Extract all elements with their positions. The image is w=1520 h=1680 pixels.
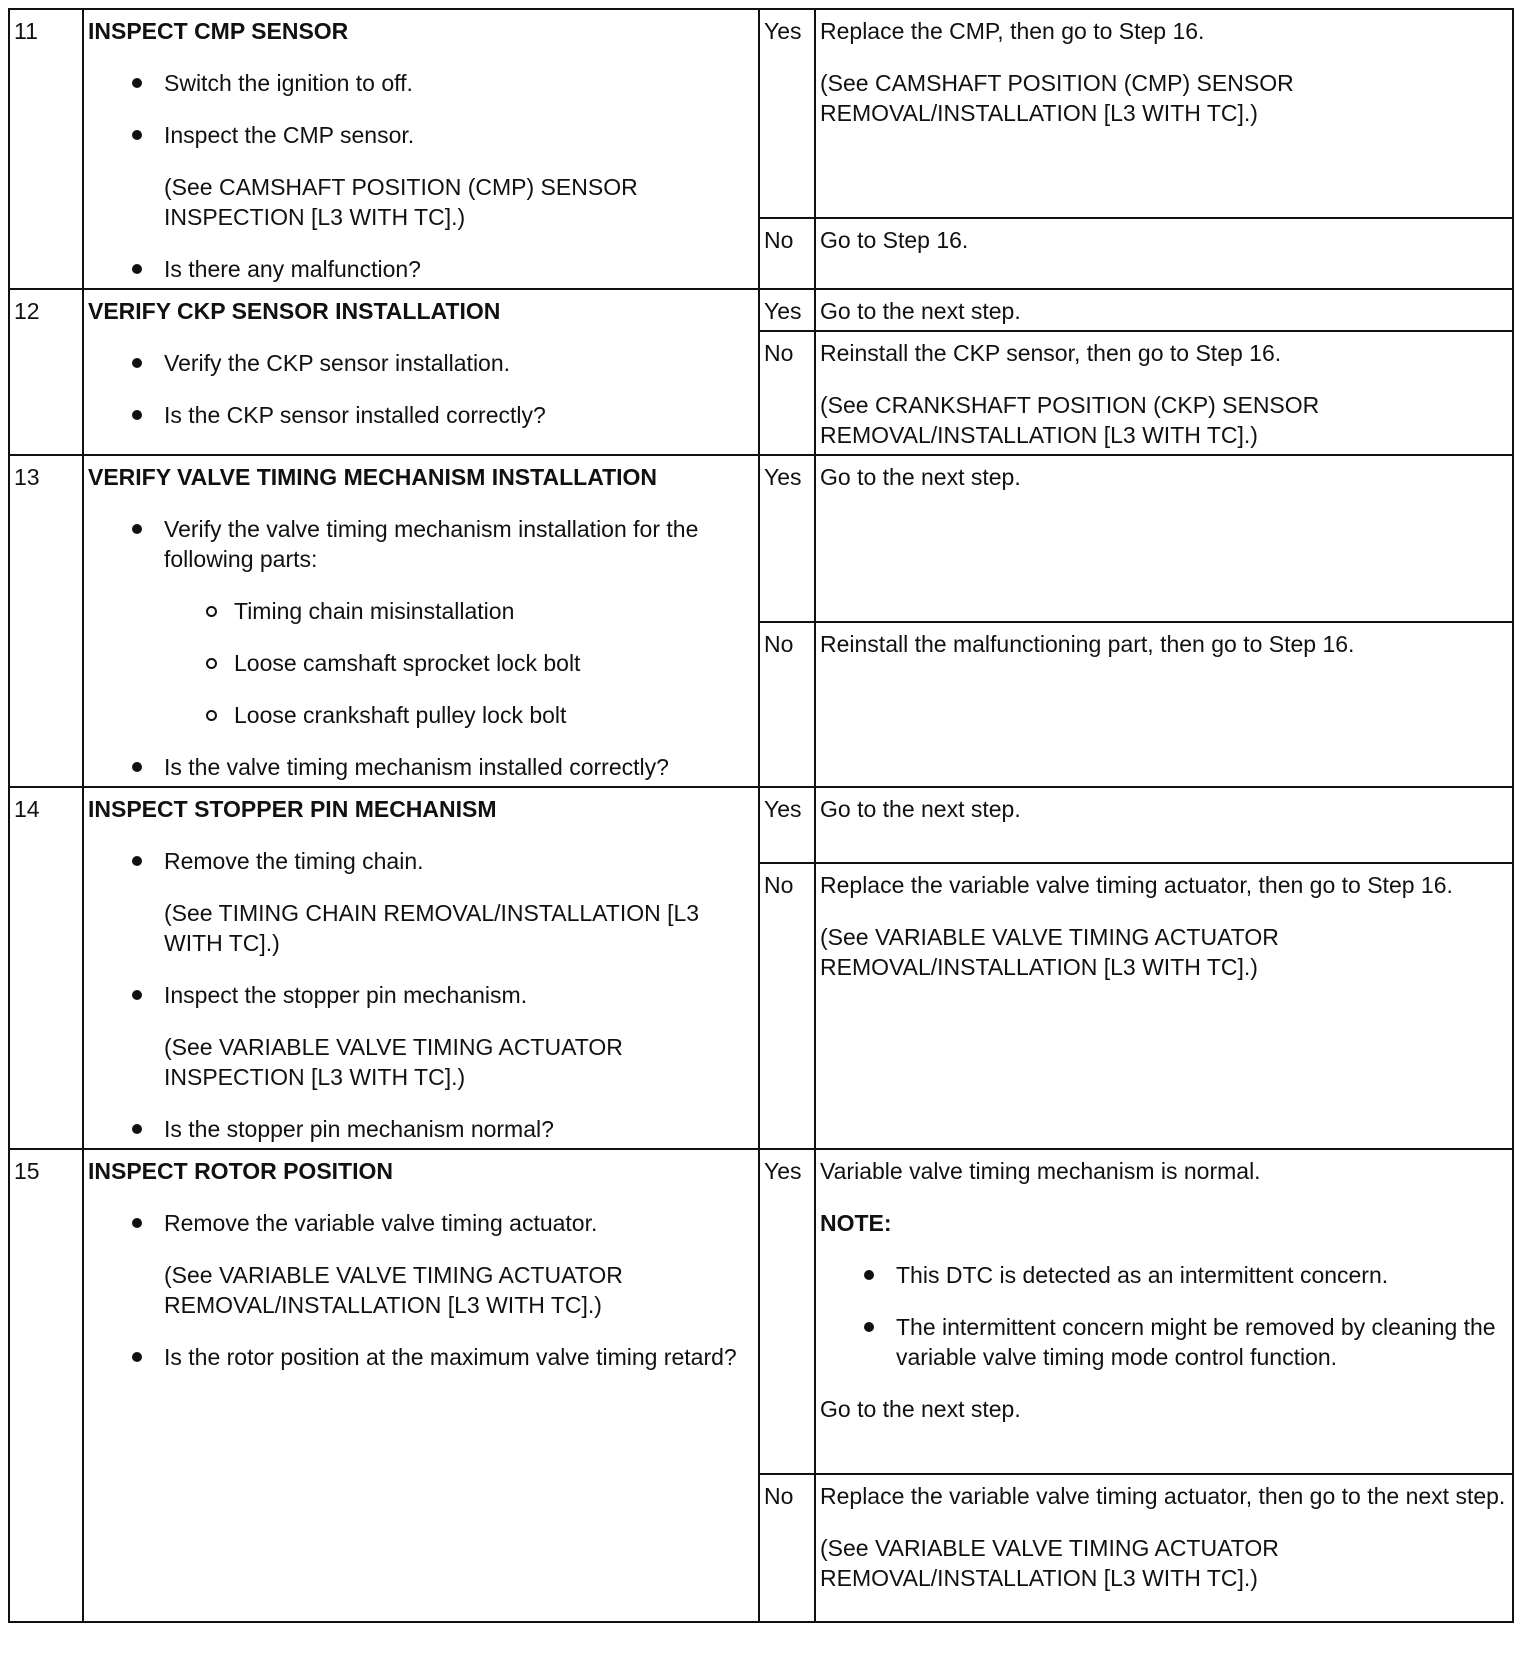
result-text: Reinstall the CKP sensor, then go to Step 16. <box>820 340 1282 366</box>
item-text: Verify the CKP sensor installation. <box>164 350 511 376</box>
result-text: Go to the next step. <box>820 298 1021 324</box>
step-action-cell <box>83 9 759 289</box>
list-item <box>128 120 754 232</box>
action-list <box>88 68 754 284</box>
item-text: Inspect the stopper pin mechanism. <box>164 982 528 1008</box>
result-text: Go to the next step. <box>820 464 1021 490</box>
step-row-12-yes <box>9 289 1513 331</box>
reference-text: (See TIMING CHAIN REMOVAL/INSTALLATION [L3 WITH TC].) <box>164 900 700 956</box>
list-item <box>860 1260 1508 1290</box>
bullet-icon <box>132 990 142 1000</box>
bullet-icon <box>864 1270 874 1280</box>
reference-text: (See VARIABLE VALVE TIMING ACTUATOR REMOVAL/INSTALLATION [L3 WITH TC].) <box>820 1535 1279 1591</box>
result-text: Go to Step 16. <box>820 227 969 254</box>
list-item <box>128 980 754 1092</box>
bullet-icon <box>132 856 142 866</box>
sub-list-item <box>202 648 754 678</box>
note-list <box>820 1260 1508 1372</box>
step-title: VERIFY VALVE TIMING MECHANISM INSTALLATION <box>88 464 658 490</box>
bullet-icon <box>132 358 142 368</box>
yes-label: Yes <box>759 787 815 863</box>
no-result-cell <box>815 622 1513 788</box>
bullet-icon <box>132 762 142 772</box>
sub-list-item <box>202 700 754 730</box>
item-text: Is there any malfunction? <box>164 256 421 282</box>
parts-sublist <box>164 596 754 730</box>
yes-result-cell <box>815 289 1513 331</box>
step-row-15-yes <box>9 1149 1513 1474</box>
bullet-icon <box>132 78 142 88</box>
action-list <box>88 1208 754 1372</box>
step-action-cell <box>83 289 759 455</box>
reference-text: (See CAMSHAFT POSITION (CMP) SENSOR REMOVAL/INSTALLATION [L3 WITH TC].) <box>820 70 1294 126</box>
result-text: Reinstall the malfunctioning part, then go to Step 16. <box>820 630 1355 657</box>
step-action-cell <box>83 787 759 1149</box>
hollow-bullet-icon <box>206 710 217 721</box>
list-item <box>128 1342 754 1372</box>
step-row-13-yes <box>9 455 1513 622</box>
action-list <box>88 514 754 782</box>
step-title: INSPECT STOPPER PIN MECHANISM <box>88 796 497 822</box>
bullet-icon <box>132 264 142 274</box>
step-number: 12 <box>9 289 83 455</box>
item-text: The intermittent concern might be removed by cleaning the variable valve timing mode control function. <box>896 1314 1496 1370</box>
list-item <box>128 1208 754 1320</box>
list-item <box>128 348 754 378</box>
bullet-icon <box>132 1124 142 1134</box>
step-title: INSPECT CMP SENSOR <box>88 18 349 44</box>
no-label: No <box>759 331 815 455</box>
bullet-icon <box>132 524 142 534</box>
step-row-11-yes <box>9 9 1513 218</box>
step-action-cell <box>83 455 759 787</box>
result-text: Go to the next step. <box>820 1396 1021 1422</box>
bullet-icon <box>132 1218 142 1228</box>
no-result-cell <box>815 331 1513 455</box>
result-text: Replace the CMP, then go to Step 16. <box>820 18 1205 44</box>
step-row-14-yes <box>9 787 1513 863</box>
result-text: Variable valve timing mechanism is normal. <box>820 1158 1261 1184</box>
result-text: Replace the variable valve timing actuator, then go to the next step. <box>820 1483 1506 1509</box>
no-label: No <box>759 622 815 788</box>
sub-list-item <box>202 596 754 626</box>
list-item <box>128 752 754 782</box>
item-text: Is the stopper pin mechanism normal? <box>164 1116 554 1142</box>
reference-text: (See CRANKSHAFT POSITION (CKP) SENSOR REMOVAL/INSTALLATION [L3 WITH TC].) <box>820 392 1320 448</box>
reference-text: (See VARIABLE VALVE TIMING ACTUATOR REMOVAL/INSTALLATION [L3 WITH TC].) <box>164 1262 623 1318</box>
step-title: VERIFY CKP SENSOR INSTALLATION <box>88 298 501 324</box>
list-item <box>128 1114 754 1144</box>
step-number: 15 <box>9 1149 83 1622</box>
yes-result-cell <box>815 455 1513 622</box>
no-result-cell <box>815 863 1513 1149</box>
no-result-cell <box>815 1474 1513 1622</box>
yes-label: Yes <box>759 1149 815 1474</box>
step-title: INSPECT ROTOR POSITION <box>88 1158 393 1184</box>
step-action-cell <box>83 1149 759 1622</box>
no-label: No <box>759 863 815 1149</box>
item-text: Timing chain misinstallation <box>234 598 515 624</box>
yes-label: Yes <box>759 455 815 622</box>
result-text: Go to the next step. <box>820 796 1021 822</box>
step-number: 14 <box>9 787 83 1149</box>
reference-text: (See VARIABLE VALVE TIMING ACTUATOR REMOVAL/INSTALLATION [L3 WITH TC].) <box>820 924 1279 981</box>
hollow-bullet-icon <box>206 606 217 617</box>
diagnostic-procedure-table <box>8 8 1514 1623</box>
item-text: Verify the valve timing mechanism installation for the following parts: <box>164 516 699 572</box>
item-text: Inspect the CMP sensor. <box>164 122 415 148</box>
step-number: 13 <box>9 455 83 787</box>
yes-result-cell <box>815 1149 1513 1474</box>
note-label: NOTE: <box>820 1210 892 1236</box>
no-label: No <box>759 1474 815 1622</box>
hollow-bullet-icon <box>206 658 217 669</box>
list-item <box>128 846 754 958</box>
item-text: Loose camshaft sprocket lock bolt <box>234 650 581 676</box>
no-label: No <box>759 218 815 289</box>
item-text: Is the rotor position at the maximum valve timing retard? <box>164 1344 737 1370</box>
yes-label: Yes <box>759 289 815 331</box>
yes-result-cell <box>815 9 1513 218</box>
yes-result-cell <box>815 787 1513 863</box>
item-text: Is the valve timing mechanism installed correctly? <box>164 754 669 780</box>
item-text: Loose crankshaft pulley lock bolt <box>234 702 567 728</box>
action-list <box>88 846 754 1144</box>
list-item <box>128 254 754 284</box>
item-text: Switch the ignition to off. <box>164 70 413 96</box>
list-item <box>860 1312 1508 1372</box>
no-result-cell <box>815 218 1513 289</box>
item-text: Remove the variable valve timing actuator. <box>164 1210 598 1236</box>
list-item <box>128 514 754 730</box>
bullet-icon <box>864 1322 874 1332</box>
step-number: 11 <box>9 9 83 289</box>
item-text: This DTC is detected as an intermittent concern. <box>896 1262 1389 1288</box>
yes-label: Yes <box>759 9 815 218</box>
result-text: Replace the variable valve timing actuator, then go to Step 16. <box>820 872 1453 899</box>
bullet-icon <box>132 1352 142 1362</box>
bullet-icon <box>132 410 142 420</box>
reference-text: (See VARIABLE VALVE TIMING ACTUATOR INSPECTION [L3 WITH TC].) <box>164 1034 623 1090</box>
item-text: Remove the timing chain. <box>164 848 424 874</box>
bullet-icon <box>132 130 142 140</box>
reference-text: (See CAMSHAFT POSITION (CMP) SENSOR INSPECTION [L3 WITH TC].) <box>164 174 638 230</box>
action-list <box>88 348 754 430</box>
list-item <box>128 68 754 98</box>
item-text: Is the CKP sensor installed correctly? <box>164 402 546 428</box>
list-item <box>128 400 754 430</box>
